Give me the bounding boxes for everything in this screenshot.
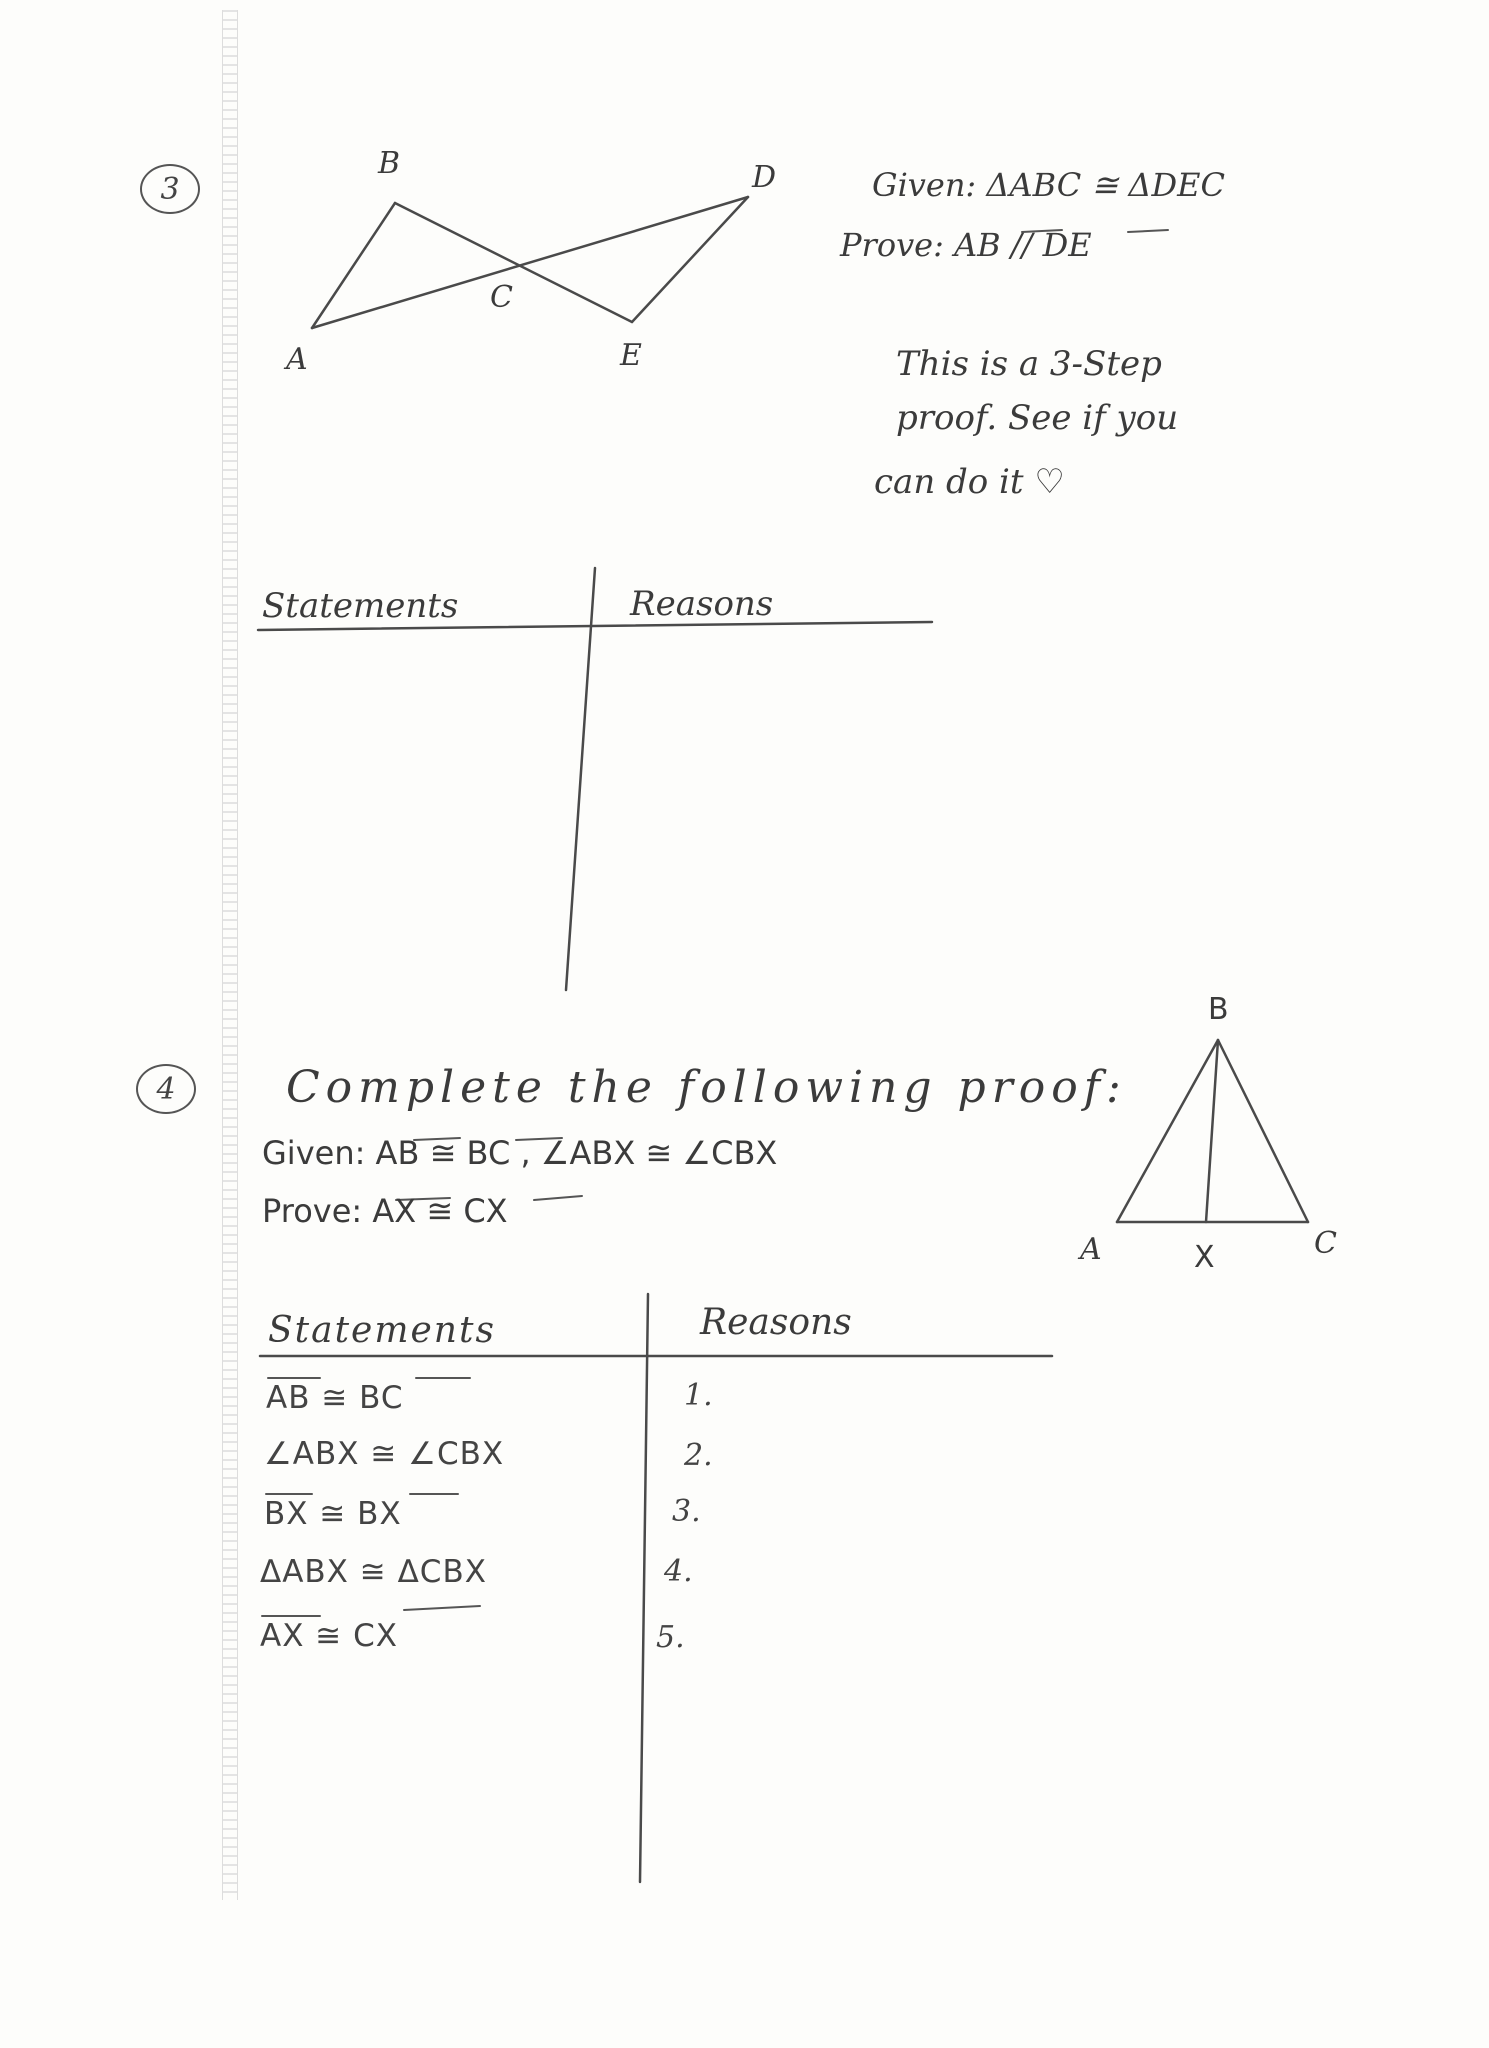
- proof-4-statement-2: ∠ABX ≅ ∠CBX: [264, 1436, 505, 1472]
- problem-4-given: Given: AB ≅ BC , ∠ABX ≅ ∠CBX: [262, 1134, 778, 1172]
- problem-4-prove: Prove: AX ≅ CX: [262, 1192, 508, 1230]
- point-label-b: B: [1208, 992, 1229, 1027]
- proof-4-statement-3: BX ≅ BX: [264, 1496, 402, 1532]
- problem-4-number: 4: [136, 1064, 196, 1114]
- problem-3-prove: Prove: AB // DE: [840, 226, 1092, 264]
- proof-4-statements-header: Statements: [268, 1310, 496, 1351]
- proof-4-reason-4: 4.: [664, 1554, 693, 1589]
- problem-3-note-line-2: proof. See if you: [896, 398, 1179, 438]
- point-label-c: C: [490, 280, 513, 315]
- problem-3-note-line-3: can do it ♡: [874, 462, 1065, 502]
- point-label-a: A: [286, 342, 308, 377]
- problem-3-number: 3: [140, 164, 200, 214]
- proof-4-statement-4: ΔABX ≅ ΔCBX: [260, 1554, 487, 1590]
- proof-4-statement-1: AB ≅ BC: [266, 1380, 404, 1416]
- point-label-c: C: [1314, 1226, 1337, 1261]
- proof-3-statements-header: Statements: [262, 586, 459, 626]
- point-label-d: D: [752, 160, 777, 195]
- proof-4-reason-3: 3.: [672, 1494, 701, 1529]
- point-label-e: E: [620, 338, 642, 373]
- point-label-a: A: [1080, 1232, 1102, 1267]
- point-label-b: B: [378, 146, 401, 181]
- proof-4-reason-1: 1.: [684, 1378, 713, 1413]
- problem-3-given: Given: ΔABC ≅ ΔDEC: [872, 166, 1225, 204]
- problem-4-instruction: Complete the following proof:: [286, 1062, 1127, 1113]
- proof-4-reasons-header: Reasons: [700, 1302, 852, 1343]
- proof-4-statement-5: AX ≅ CX: [260, 1618, 399, 1654]
- problem-3-note-line-1: This is a 3-Step: [896, 344, 1162, 384]
- point-label-x: X: [1194, 1240, 1215, 1275]
- proof-4-reason-2: 2.: [684, 1438, 713, 1473]
- proof-3-reasons-header: Reasons: [630, 584, 774, 624]
- proof-table-3-lines: [258, 568, 932, 990]
- proof-4-reason-5: 5.: [656, 1620, 685, 1655]
